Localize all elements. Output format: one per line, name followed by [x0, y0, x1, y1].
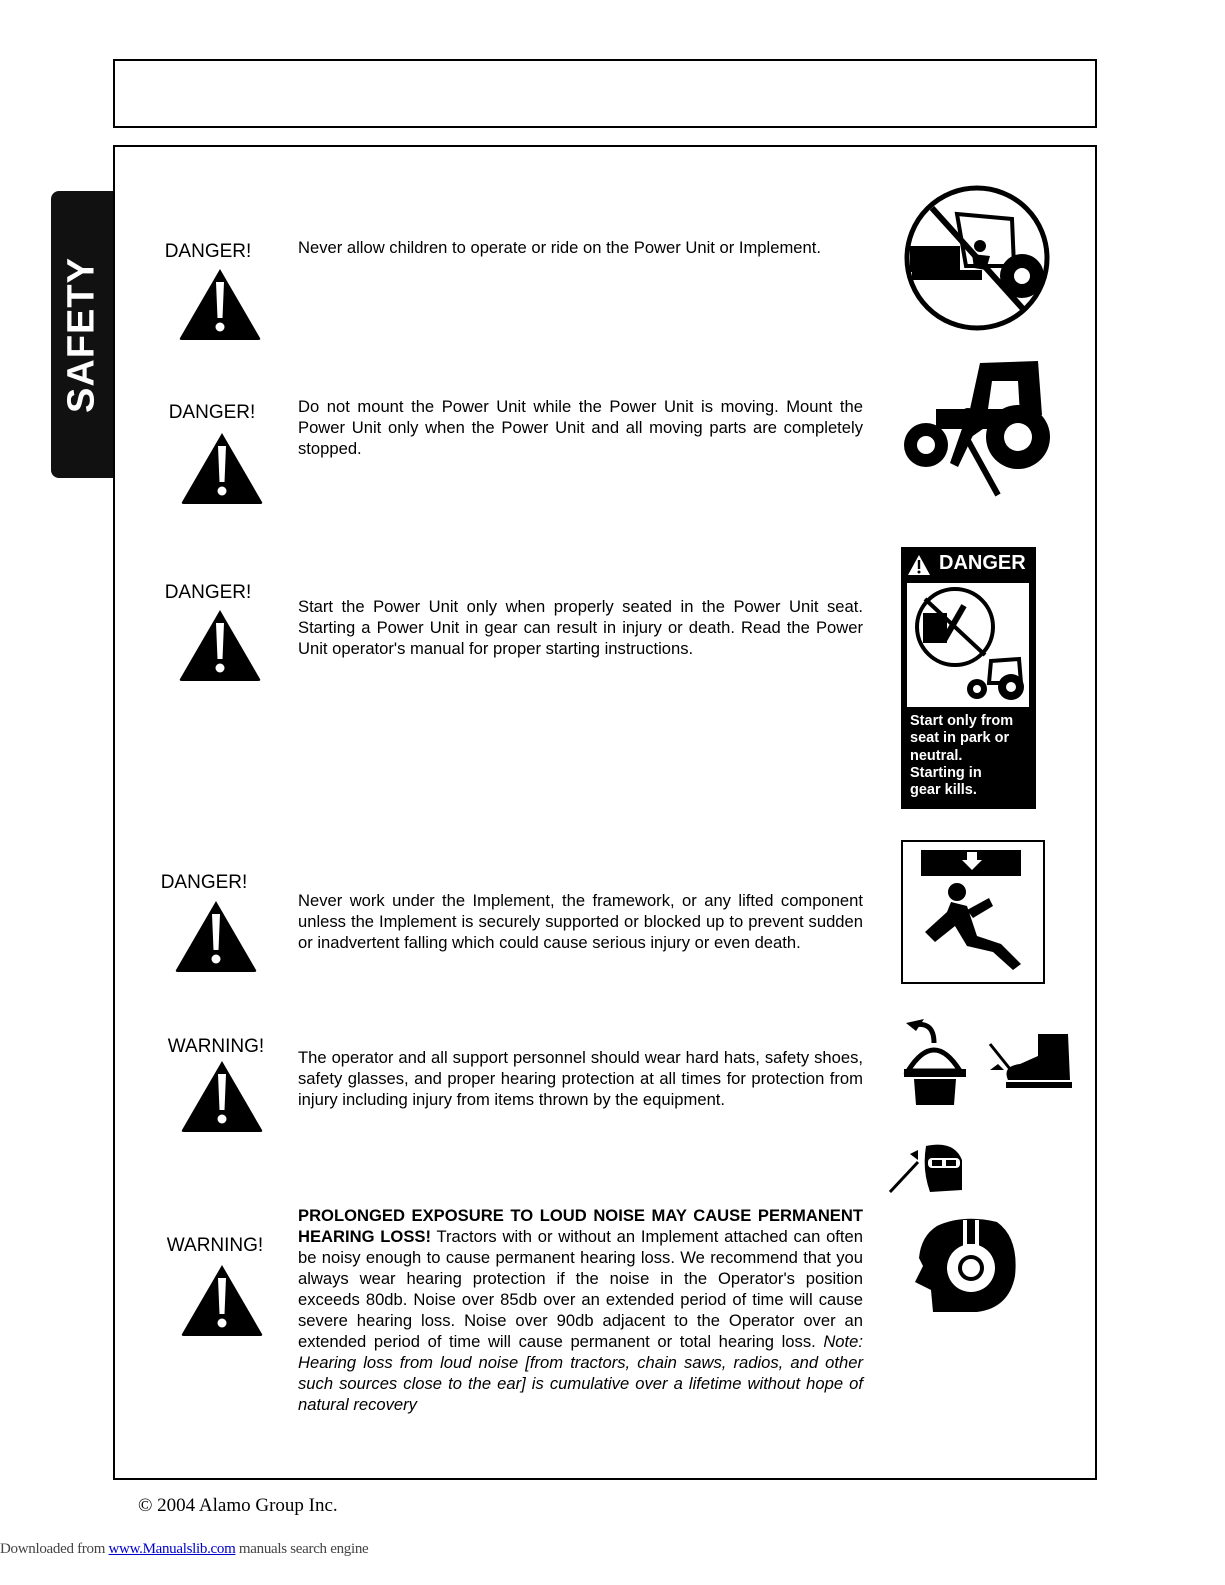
- hearing-loss-note: Note: Hearing loss from loud noise [from tractors, chain saws, radios, and other such sources close to the ear] is cumulative over a lifetime without hope of natural recovery: [298, 1332, 863, 1414]
- decal-warning-icon: [907, 554, 931, 576]
- side-tab-label: SAFETY: [60, 256, 103, 413]
- signal-word-4: DANGER!: [160, 872, 248, 893]
- decal-message: Start only from seat in park or neutral. Starting in gear kills.: [910, 713, 1014, 799]
- hard-hat-icon: [900, 1015, 970, 1107]
- decal-header: DANGER: [939, 552, 1026, 574]
- decal-picture: [907, 583, 1029, 707]
- warning-triangle-icon: [177, 266, 263, 342]
- warning-triangle-icon: [179, 1262, 265, 1338]
- section-text-1: Never allow children to operate or ride on the Power Unit or Implement.: [298, 238, 821, 257]
- hearing-loss-body: Tractors with or without an Implement attached can often be noisy enough to cause permanent hearing loss. We recommend that you always wear hearing protection if the noise in the Operator's position exceeds 80db. Noise over 85db over an extended period of time will cause severe hearing loss. Noise over 90db adjacent to the Operator over an extended period of time will cause permanent or total hearing loss.: [298, 1227, 863, 1351]
- no-children-icon: [902, 184, 1052, 332]
- no-start-icon: [907, 583, 1029, 707]
- warning-triangle-icon: [179, 430, 265, 506]
- signal-word-2: DANGER!: [168, 402, 256, 423]
- section-text-2: Do not mount the Power Unit while the Power Unit is moving. Mount the Power Unit only when the Power Unit and all moving parts are completely stopped.: [298, 397, 863, 458]
- warning-triangle-icon: [173, 898, 259, 974]
- no-mounting-icon: [900, 357, 1055, 499]
- signal-word-5: WARNING!: [167, 1036, 265, 1057]
- copyright: © 2004 Alamo Group Inc.: [138, 1495, 338, 1516]
- signal-word-3: DANGER!: [164, 582, 252, 603]
- signal-word-6: WARNING!: [166, 1235, 264, 1256]
- section-text-3: Start the Power Unit only when properly seated in the Power Unit seat. Starting a Power Unit in gear can result in injury or death. Read the Power Unit operator's manual for proper starting instructions.: [298, 597, 863, 658]
- safety-shoe-icon: [986, 1030, 1072, 1092]
- section-text-4: Never work under the Implement, the framework, or any lifted component unless the Implement is securely supported or blocked up to prevent sudden or inadvertent falling which could cause serious injury or even death.: [298, 891, 863, 952]
- crush-hazard-icon: [901, 840, 1045, 984]
- signal-word-1: DANGER!: [164, 241, 252, 262]
- section-text-6: [298, 1205, 863, 1415]
- hearing-loss-headline: PROLONGED EXPOSURE TO LOUD NOISE MAY CAUSE PERMANENT HEARING LOSS!: [298, 1206, 863, 1246]
- hearing-protection-icon: [913, 1216, 1019, 1314]
- download-footer: [0, 1541, 368, 1558]
- start-seated-decal: [901, 547, 1036, 809]
- warning-triangle-icon: [179, 1058, 265, 1134]
- warning-triangle-icon: [177, 607, 263, 683]
- safety-side-tab: [51, 191, 113, 478]
- footer-suffix: manuals search engine: [235, 1541, 369, 1557]
- footer-prefix: Downloaded from: [0, 1541, 109, 1557]
- manualslib-link[interactable]: www.Manualslib.com: [108, 1541, 236, 1557]
- header-box: [113, 59, 1097, 128]
- section-text-5: The operator and all support personnel should wear hard hats, safety shoes, safety glasses, and proper hearing protection at all times for protection from injury including injury from items thrown by the equipment.: [298, 1048, 863, 1109]
- safety-glasses-icon: [888, 1140, 966, 1196]
